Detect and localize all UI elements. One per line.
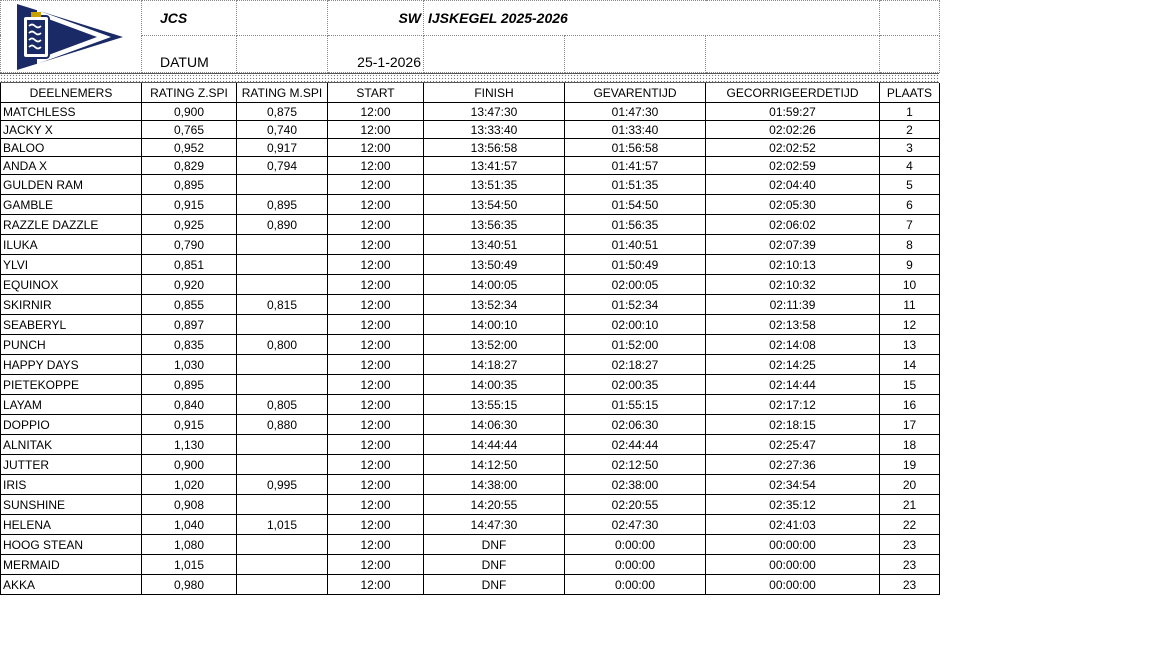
table-row — [1, 395, 940, 415]
dotted-separator — [0, 73, 939, 83]
table-row — [1, 103, 940, 121]
place-cell: 14 — [880, 355, 940, 375]
boat-name-cell: SEABERYL — [1, 315, 142, 335]
rating-m-spi-cell — [237, 455, 328, 475]
boat-name-cell: SUNSHINE — [1, 495, 142, 515]
rating-z-spi-cell: 0,897 — [142, 315, 237, 335]
rating-z-spi-cell: 0,908 — [142, 495, 237, 515]
sailed-time-cell: 01:54:50 — [565, 195, 706, 215]
boat-name-cell: AKKA — [1, 575, 142, 595]
table-row — [1, 235, 940, 255]
table-row — [1, 335, 940, 355]
date-label: DATUM — [142, 35, 237, 72]
date-value: 25-1-2026 — [328, 35, 424, 72]
header-blank-6 — [706, 35, 880, 72]
rating-m-spi-cell: 0,890 — [237, 215, 328, 235]
boat-name-cell: RAZZLE DAZZLE — [1, 215, 142, 235]
rating-z-spi-cell: 0,895 — [142, 375, 237, 395]
rating-m-spi-cell — [237, 255, 328, 275]
finish-time-cell: 14:38:00 — [424, 475, 565, 495]
table-row — [1, 435, 940, 455]
corrected-time-cell: 00:00:00 — [706, 535, 880, 555]
rating-z-spi-cell: 0,895 — [142, 175, 237, 195]
rating-z-spi-cell: 1,030 — [142, 355, 237, 375]
finish-time-cell: 14:12:50 — [424, 455, 565, 475]
place-cell: 8 — [880, 235, 940, 255]
rating-z-spi-cell: 0,915 — [142, 195, 237, 215]
sailed-time-cell: 01:40:51 — [565, 235, 706, 255]
column-header-row — [1, 83, 940, 103]
start-time-cell: 12:00 — [328, 575, 424, 595]
boat-name-cell: GULDEN RAM — [1, 175, 142, 195]
corrected-time-cell: 02:04:40 — [706, 175, 880, 195]
finish-time-cell: 14:18:27 — [424, 355, 565, 375]
col-header-deelnemers: DEELNEMERS — [1, 83, 142, 103]
place-cell: 2 — [880, 121, 940, 139]
sailed-time-cell: 01:41:57 — [565, 157, 706, 175]
boat-name-cell: JACKY X — [1, 121, 142, 139]
finish-time-cell: 14:47:30 — [424, 515, 565, 535]
place-cell: 5 — [880, 175, 940, 195]
rating-m-spi-cell: 0,995 — [237, 475, 328, 495]
header-blank-5 — [565, 35, 706, 72]
sailed-time-cell: 02:47:30 — [565, 515, 706, 535]
rating-z-spi-cell: 1,015 — [142, 555, 237, 575]
table-row — [1, 275, 940, 295]
start-time-cell: 12:00 — [328, 295, 424, 315]
corrected-time-cell: 02:14:25 — [706, 355, 880, 375]
sailed-time-cell: 02:00:05 — [565, 275, 706, 295]
finish-time-cell: 14:00:05 — [424, 275, 565, 295]
sailed-time-cell: 0:00:00 — [565, 555, 706, 575]
table-row — [1, 175, 940, 195]
finish-time-cell: 13:40:51 — [424, 235, 565, 255]
boat-name-cell: MATCHLESS — [1, 103, 142, 121]
col-header-start: START — [328, 83, 424, 103]
finish-time-cell: 13:54:50 — [424, 195, 565, 215]
table-row — [1, 515, 940, 535]
boat-name-cell: EQUINOX — [1, 275, 142, 295]
header-blank-7 — [880, 35, 940, 72]
start-time-cell: 12:00 — [328, 515, 424, 535]
table-row — [1, 255, 940, 275]
rating-m-spi-cell — [237, 575, 328, 595]
place-cell: 10 — [880, 275, 940, 295]
finish-time-cell: DNF — [424, 575, 565, 595]
rating-m-spi-cell: 0,805 — [237, 395, 328, 415]
rating-m-spi-cell: 0,800 — [237, 335, 328, 355]
corrected-time-cell: 02:11:39 — [706, 295, 880, 315]
boat-name-cell: SKIRNIR — [1, 295, 142, 315]
finish-time-cell: 13:33:40 — [424, 121, 565, 139]
finish-time-cell: 13:52:00 — [424, 335, 565, 355]
rating-z-spi-cell: 0,790 — [142, 235, 237, 255]
rating-m-spi-cell: 1,015 — [237, 515, 328, 535]
place-cell: 1 — [880, 103, 940, 121]
table-row — [1, 215, 940, 235]
rating-m-spi-cell: 0,815 — [237, 295, 328, 315]
corrected-time-cell: 02:13:58 — [706, 315, 880, 335]
col-header-gecorrigeerdetijd: GECORRIGEERDETIJD — [706, 83, 880, 103]
corrected-time-cell: 02:17:12 — [706, 395, 880, 415]
table-row — [1, 555, 940, 575]
boat-name-cell: ILUKA — [1, 235, 142, 255]
boat-name-cell: YLVI — [1, 255, 142, 275]
corrected-time-cell: 01:59:27 — [706, 103, 880, 121]
finish-time-cell: 14:00:35 — [424, 375, 565, 395]
boat-name-cell: DOPPIO — [1, 415, 142, 435]
col-header-rating-m-spi: RATING M.SPI — [237, 83, 328, 103]
rating-m-spi-cell — [237, 355, 328, 375]
corrected-time-cell: 02:35:12 — [706, 495, 880, 515]
rating-m-spi-cell — [237, 375, 328, 395]
corrected-time-cell: 00:00:00 — [706, 555, 880, 575]
header-blank-4 — [424, 35, 565, 72]
col-header-plaats: PLAATS — [880, 83, 940, 103]
rating-z-spi-cell: 0,900 — [142, 455, 237, 475]
start-time-cell: 12:00 — [328, 355, 424, 375]
rating-m-spi-cell — [237, 235, 328, 255]
place-cell: 21 — [880, 495, 940, 515]
place-cell: 16 — [880, 395, 940, 415]
corrected-time-cell: 00:00:00 — [706, 575, 880, 595]
finish-time-cell: DNF — [424, 535, 565, 555]
corrected-time-cell: 02:10:32 — [706, 275, 880, 295]
rating-z-spi-cell: 0,915 — [142, 415, 237, 435]
rating-m-spi-cell — [237, 495, 328, 515]
rating-z-spi-cell: 0,851 — [142, 255, 237, 275]
finish-time-cell: 13:51:35 — [424, 175, 565, 195]
boat-name-cell: GAMBLE — [1, 195, 142, 215]
boat-name-cell: PIETEKOPPE — [1, 375, 142, 395]
rating-z-spi-cell: 0,855 — [142, 295, 237, 315]
start-time-cell: 12:00 — [328, 495, 424, 515]
start-time-cell: 12:00 — [328, 395, 424, 415]
rating-z-spi-cell: 0,765 — [142, 121, 237, 139]
boat-name-cell: JUTTER — [1, 455, 142, 475]
series-code: SW — [328, 1, 424, 36]
corrected-time-cell: 02:14:44 — [706, 375, 880, 395]
table-row — [1, 295, 940, 315]
corrected-time-cell: 02:07:39 — [706, 235, 880, 255]
rating-z-spi-cell: 1,130 — [142, 435, 237, 455]
place-cell: 12 — [880, 315, 940, 335]
start-time-cell: 12:00 — [328, 139, 424, 157]
finish-time-cell: 13:56:58 — [424, 139, 565, 157]
boat-name-cell: IRIS — [1, 475, 142, 495]
corrected-time-cell: 02:10:13 — [706, 255, 880, 275]
place-cell: 18 — [880, 435, 940, 455]
finish-time-cell: 14:20:55 — [424, 495, 565, 515]
sailed-time-cell: 01:51:35 — [565, 175, 706, 195]
corrected-time-cell: 02:02:52 — [706, 139, 880, 157]
place-cell: 13 — [880, 335, 940, 355]
place-cell: 22 — [880, 515, 940, 535]
corrected-time-cell: 02:18:15 — [706, 415, 880, 435]
corrected-time-cell: 02:14:08 — [706, 335, 880, 355]
header-table — [0, 0, 940, 73]
start-time-cell: 12:00 — [328, 535, 424, 555]
finish-time-cell: 14:44:44 — [424, 435, 565, 455]
start-time-cell: 12:00 — [328, 335, 424, 355]
table-row — [1, 195, 940, 215]
boat-name-cell: PUNCH — [1, 335, 142, 355]
start-time-cell: 12:00 — [328, 475, 424, 495]
finish-time-cell: DNF — [424, 555, 565, 575]
corrected-time-cell: 02:06:02 — [706, 215, 880, 235]
finish-time-cell: 13:52:34 — [424, 295, 565, 315]
start-time-cell: 12:00 — [328, 375, 424, 395]
place-cell: 4 — [880, 157, 940, 175]
sailed-time-cell: 02:20:55 — [565, 495, 706, 515]
place-cell: 23 — [880, 555, 940, 575]
corrected-time-cell: 02:02:26 — [706, 121, 880, 139]
table-row — [1, 139, 940, 157]
finish-time-cell: 14:00:10 — [424, 315, 565, 335]
boat-name-cell: ANDA X — [1, 157, 142, 175]
place-cell: 20 — [880, 475, 940, 495]
col-header-rating-z-spi: RATING Z.SPI — [142, 83, 237, 103]
rating-z-spi-cell: 1,040 — [142, 515, 237, 535]
start-time-cell: 12:00 — [328, 195, 424, 215]
rating-m-spi-cell — [237, 535, 328, 555]
results-table — [0, 83, 940, 595]
start-time-cell: 12:00 — [328, 415, 424, 435]
corrected-time-cell: 02:27:36 — [706, 455, 880, 475]
rating-m-spi-cell: 0,875 — [237, 103, 328, 121]
place-cell: 9 — [880, 255, 940, 275]
rating-z-spi-cell: 0,900 — [142, 103, 237, 121]
sailed-time-cell: 02:06:30 — [565, 415, 706, 435]
finish-time-cell: 13:56:35 — [424, 215, 565, 235]
finish-time-cell: 13:55:15 — [424, 395, 565, 415]
place-cell: 3 — [880, 139, 940, 157]
place-cell: 23 — [880, 575, 940, 595]
finish-time-cell: 13:47:30 — [424, 103, 565, 121]
sailed-time-cell: 01:56:35 — [565, 215, 706, 235]
boat-name-cell: HOOG STEAN — [1, 535, 142, 555]
rating-z-spi-cell: 1,020 — [142, 475, 237, 495]
corrected-time-cell: 02:34:54 — [706, 475, 880, 495]
rating-m-spi-cell: 0,794 — [237, 157, 328, 175]
sailed-time-cell: 01:56:58 — [565, 139, 706, 157]
rating-z-spi-cell: 0,920 — [142, 275, 237, 295]
start-time-cell: 12:00 — [328, 255, 424, 275]
sailed-time-cell: 01:55:15 — [565, 395, 706, 415]
rating-m-spi-cell — [237, 555, 328, 575]
table-row — [1, 475, 940, 495]
rating-z-spi-cell: 0,980 — [142, 575, 237, 595]
header-blank-2 — [880, 1, 940, 36]
corrected-time-cell: 02:05:30 — [706, 195, 880, 215]
club-burgee-logo — [7, 2, 137, 72]
rating-m-spi-cell — [237, 435, 328, 455]
start-time-cell: 12:00 — [328, 215, 424, 235]
rating-m-spi-cell — [237, 315, 328, 335]
rating-z-spi-cell: 0,840 — [142, 395, 237, 415]
boat-name-cell: HELENA — [1, 515, 142, 535]
header-blank-1 — [237, 1, 328, 36]
table-row — [1, 455, 940, 475]
rating-z-spi-cell: 1,080 — [142, 535, 237, 555]
boat-name-cell: MERMAID — [1, 555, 142, 575]
event-title: IJSKEGEL 2025-2026 — [424, 1, 880, 36]
table-row — [1, 535, 940, 555]
rating-z-spi-cell: 0,925 — [142, 215, 237, 235]
place-cell: 19 — [880, 455, 940, 475]
table-row — [1, 415, 940, 435]
rating-m-spi-cell — [237, 175, 328, 195]
corrected-time-cell: 02:25:47 — [706, 435, 880, 455]
rating-m-spi-cell: 0,740 — [237, 121, 328, 139]
sailed-time-cell: 01:50:49 — [565, 255, 706, 275]
rating-m-spi-cell: 0,917 — [237, 139, 328, 157]
place-cell: 15 — [880, 375, 940, 395]
sailed-time-cell: 01:52:00 — [565, 335, 706, 355]
sailed-time-cell: 02:00:35 — [565, 375, 706, 395]
corrected-time-cell: 02:41:03 — [706, 515, 880, 535]
rating-m-spi-cell: 0,880 — [237, 415, 328, 435]
start-time-cell: 12:00 — [328, 435, 424, 455]
start-time-cell: 12:00 — [328, 315, 424, 335]
start-time-cell: 12:00 — [328, 103, 424, 121]
table-row — [1, 495, 940, 515]
rating-z-spi-cell: 0,835 — [142, 335, 237, 355]
col-header-gevarentijd: GEVARENTIJD — [565, 83, 706, 103]
club-name: JCS — [142, 1, 237, 36]
corrected-time-cell: 02:02:59 — [706, 157, 880, 175]
rating-m-spi-cell: 0,895 — [237, 195, 328, 215]
start-time-cell: 12:00 — [328, 175, 424, 195]
rating-z-spi-cell: 0,952 — [142, 139, 237, 157]
sailed-time-cell: 02:12:50 — [565, 455, 706, 475]
place-cell: 6 — [880, 195, 940, 215]
sailed-time-cell: 02:00:10 — [565, 315, 706, 335]
table-row — [1, 315, 940, 335]
place-cell: 7 — [880, 215, 940, 235]
start-time-cell: 12:00 — [328, 455, 424, 475]
sailed-time-cell: 0:00:00 — [565, 575, 706, 595]
table-row — [1, 375, 940, 395]
finish-time-cell: 13:41:57 — [424, 157, 565, 175]
boat-name-cell: LAYAM — [1, 395, 142, 415]
table-row — [1, 157, 940, 175]
boat-name-cell: ALNITAK — [1, 435, 142, 455]
rating-z-spi-cell: 0,829 — [142, 157, 237, 175]
boat-name-cell: HAPPY DAYS — [1, 355, 142, 375]
rating-m-spi-cell — [237, 275, 328, 295]
sailed-time-cell: 02:18:27 — [565, 355, 706, 375]
boat-name-cell: BALOO — [1, 139, 142, 157]
sailed-time-cell: 01:33:40 — [565, 121, 706, 139]
place-cell: 11 — [880, 295, 940, 315]
sailed-time-cell: 01:47:30 — [565, 103, 706, 121]
table-row — [1, 121, 940, 139]
sailed-time-cell: 02:44:44 — [565, 435, 706, 455]
sailed-time-cell: 0:00:00 — [565, 535, 706, 555]
start-time-cell: 12:00 — [328, 235, 424, 255]
place-cell: 23 — [880, 535, 940, 555]
start-time-cell: 12:00 — [328, 157, 424, 175]
col-header-finish: FINISH — [424, 83, 565, 103]
table-row — [1, 355, 940, 375]
start-time-cell: 12:00 — [328, 275, 424, 295]
sailed-time-cell: 02:38:00 — [565, 475, 706, 495]
place-cell: 17 — [880, 415, 940, 435]
start-time-cell: 12:00 — [328, 121, 424, 139]
sailed-time-cell: 01:52:34 — [565, 295, 706, 315]
table-row — [1, 575, 940, 595]
logo-cell — [1, 1, 142, 73]
finish-time-cell: 13:50:49 — [424, 255, 565, 275]
header-blank-3 — [237, 35, 328, 72]
finish-time-cell: 14:06:30 — [424, 415, 565, 435]
start-time-cell: 12:00 — [328, 555, 424, 575]
